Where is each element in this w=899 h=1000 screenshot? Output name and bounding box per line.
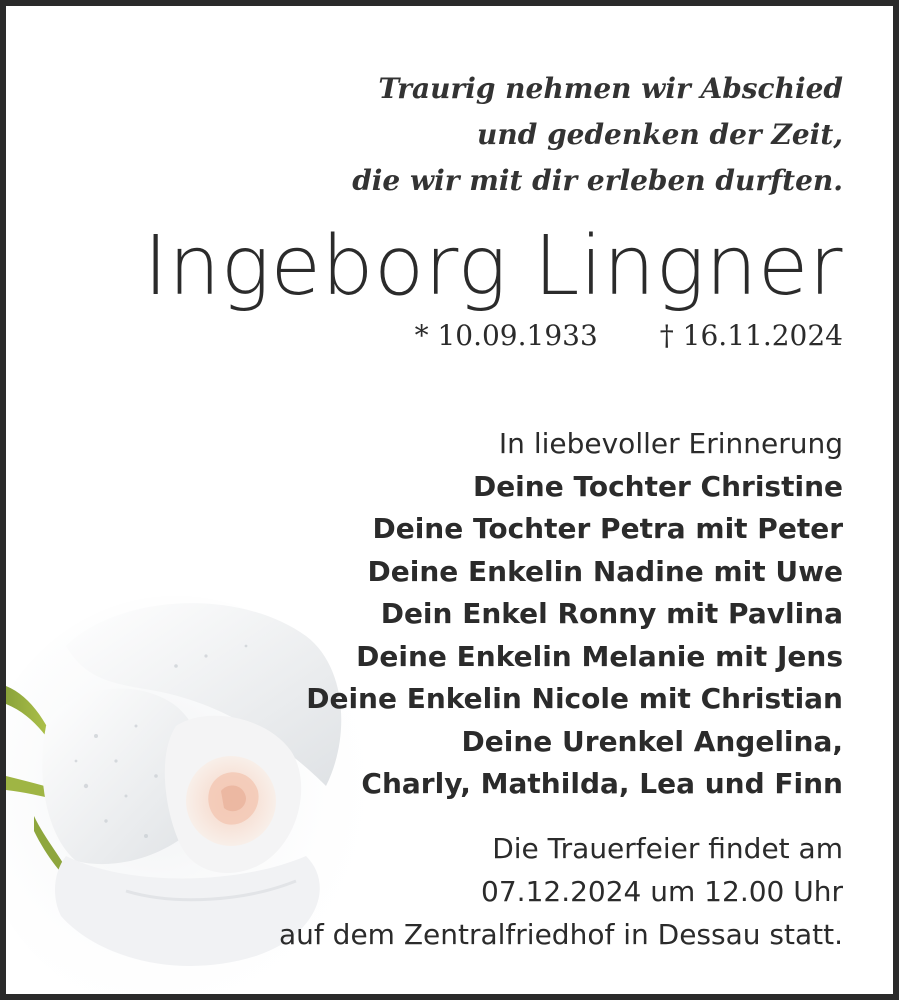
family-list bbox=[306, 423, 843, 806]
family-member: Charly, Mathilda, Lea und Finn bbox=[361, 767, 843, 800]
remembrance-intro: In liebevoller Erinnerung bbox=[498, 427, 843, 460]
death-date: † 16.11.2024 bbox=[659, 319, 843, 352]
motto-line: und gedenken der Zeit, bbox=[477, 118, 843, 151]
family-member: Dein Enkel Ronny mit Pavlina bbox=[380, 597, 843, 630]
family-member: Deine Tochter Petra mit Peter bbox=[372, 512, 843, 545]
motto-line: die wir mit dir erleben durften. bbox=[352, 164, 843, 197]
deceased-name: Ingeborg Lingner bbox=[143, 219, 843, 314]
motto-verse bbox=[352, 66, 843, 204]
funeral-service-notice bbox=[279, 827, 843, 956]
service-line: auf dem Zentralfriedhof in Dessau statt. bbox=[279, 918, 843, 951]
motto-line: Traurig nehmen wir Abschied bbox=[378, 72, 843, 105]
service-line: 07.12.2024 um 12.00 Uhr bbox=[481, 875, 843, 908]
life-dates bbox=[415, 316, 843, 356]
family-member: Deine Tochter Christine bbox=[472, 469, 843, 503]
service-line: Die Trauerfeier findet am bbox=[492, 832, 843, 865]
birth-date: * 10.09.1933 bbox=[414, 319, 598, 352]
family-member: Deine Enkelin Melanie mit Jens bbox=[356, 639, 843, 673]
family-member: Deine Enkelin Nicole mit Christian bbox=[306, 682, 843, 715]
family-member: Deine Urenkel Angelina, bbox=[461, 724, 843, 758]
family-member: Deine Enkelin Nadine mit Uwe bbox=[367, 554, 843, 588]
